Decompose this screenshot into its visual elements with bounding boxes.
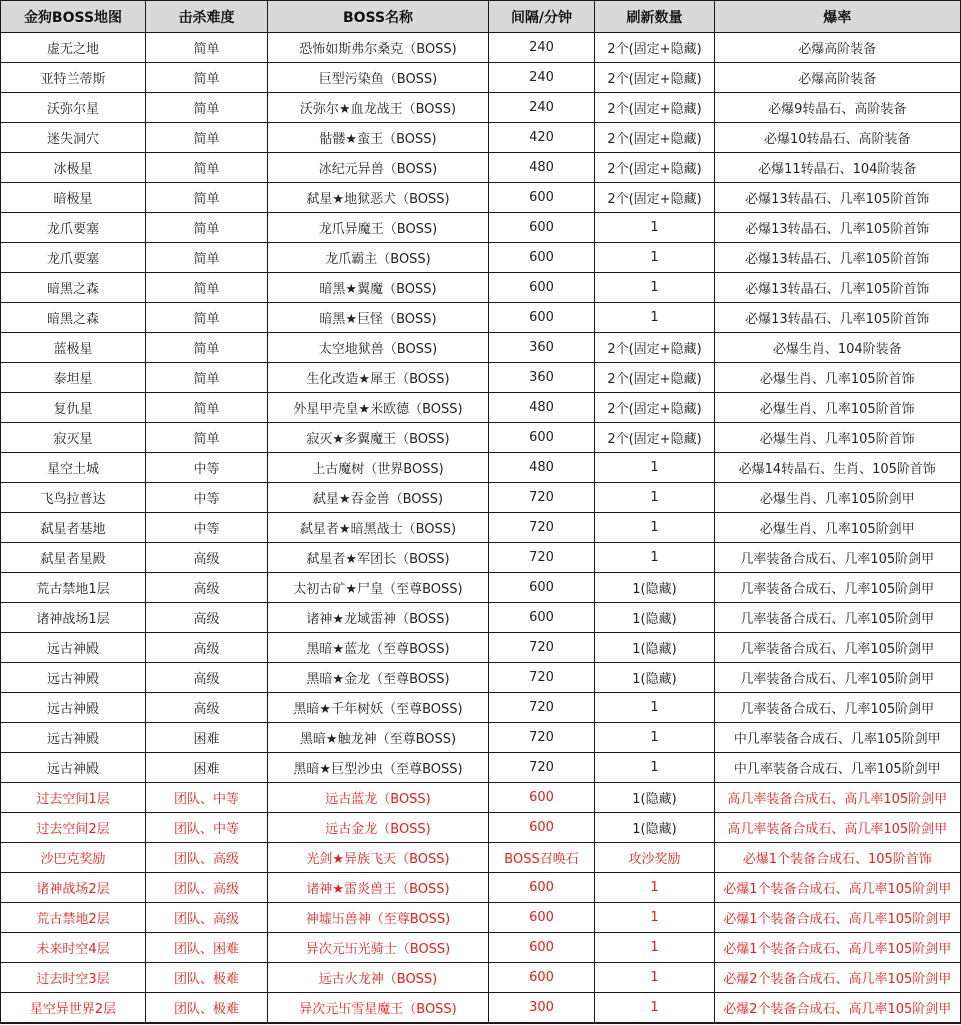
cell-boss-name: 弑星者★暗黑战士（BOSS) (268, 513, 489, 543)
cell-difficulty: 团队、中等 (146, 813, 268, 843)
cell-difficulty: 简单 (146, 393, 268, 423)
cell-refresh-count: 1 (595, 993, 715, 1024)
table-row (1, 453, 961, 483)
cell-map: 远古神殿 (1, 753, 146, 783)
cell-refresh-count: 1 (595, 303, 715, 333)
cell-map: 泰坦星 (1, 363, 146, 393)
cell-drop-rate: 几率装备合成石、几率105阶剑甲 (715, 633, 961, 663)
table-row (1, 393, 961, 423)
cell-boss-name: 光剑★异族飞天（BOSS) (268, 843, 489, 873)
cell-interval: 360 (489, 333, 595, 363)
cell-drop-rate: 必爆1个装备合成石、高几率105阶剑甲 (715, 903, 961, 933)
column-header-difficulty: 击杀难度 (146, 1, 268, 33)
cell-boss-name: 龙爪霸主（BOSS) (268, 243, 489, 273)
cell-refresh-count: 1(隐藏) (595, 783, 715, 813)
cell-boss-name: 沃弥尔★血龙战王（BOSS) (268, 93, 489, 123)
cell-boss-name: 黑暗★巨型沙虫（至尊BOSS) (268, 753, 489, 783)
cell-drop-rate: 必爆9转晶石、高阶装备 (715, 93, 961, 123)
cell-interval: 720 (489, 693, 595, 723)
cell-map: 复仇星 (1, 393, 146, 423)
cell-boss-name: 黑暗★蓝龙（至尊BOSS) (268, 633, 489, 663)
cell-interval: 720 (489, 633, 595, 663)
cell-difficulty: 中等 (146, 453, 268, 483)
cell-refresh-count: 1 (595, 903, 715, 933)
cell-boss-name: 诸神★龙域雷神（BOSS) (268, 603, 489, 633)
cell-difficulty: 简单 (146, 333, 268, 363)
cell-difficulty: 高级 (146, 573, 268, 603)
cell-map: 未来时空4层 (1, 933, 146, 963)
cell-map: 暗黑之森 (1, 303, 146, 333)
cell-drop-rate: 必爆2个装备合成石、高几率105阶剑甲 (715, 963, 961, 993)
cell-drop-rate: 必爆1个装备合成石、高几率105阶剑甲 (715, 933, 961, 963)
cell-difficulty: 高级 (146, 693, 268, 723)
cell-interval: 240 (489, 63, 595, 93)
cell-refresh-count: 2个(固定+隐藏) (595, 333, 715, 363)
cell-difficulty: 团队、高级 (146, 873, 268, 903)
cell-interval: 480 (489, 393, 595, 423)
cell-refresh-count: 攻沙奖励 (595, 843, 715, 873)
table-row (1, 33, 961, 63)
cell-refresh-count: 2个(固定+隐藏) (595, 63, 715, 93)
cell-drop-rate: 必爆2个装备合成石、高几率105阶剑甲 (715, 993, 961, 1024)
cell-refresh-count: 1 (595, 933, 715, 963)
cell-interval: 300 (489, 993, 595, 1024)
column-header-interval: 间隔/分钟 (489, 1, 595, 33)
cell-difficulty: 高级 (146, 543, 268, 573)
cell-drop-rate: 几率装备合成石、几率105阶剑甲 (715, 543, 961, 573)
cell-refresh-count: 1 (595, 513, 715, 543)
cell-difficulty: 团队、困难 (146, 933, 268, 963)
cell-refresh-count: 2个(固定+隐藏) (595, 183, 715, 213)
cell-drop-rate: 必爆10转晶石、高阶装备 (715, 123, 961, 153)
cell-map: 远古神殿 (1, 633, 146, 663)
cell-difficulty: 简单 (146, 93, 268, 123)
cell-boss-name: 弑星★地狱恶犬（BOSS) (268, 183, 489, 213)
cell-map: 迷失洞穴 (1, 123, 146, 153)
cell-drop-rate: 必爆生肖、几率105阶首饰 (715, 393, 961, 423)
table-row (1, 153, 961, 183)
table-row (1, 243, 961, 273)
cell-drop-rate: 必爆13转晶石、几率105阶首饰 (715, 273, 961, 303)
cell-boss-name: 骷髅★蛮王（BOSS) (268, 123, 489, 153)
table-row (1, 783, 961, 813)
cell-map: 荒古禁地2层 (1, 903, 146, 933)
cell-boss-name: 恐怖如斯弗尔桑克（BOSS) (268, 33, 489, 63)
cell-interval: 420 (489, 123, 595, 153)
cell-boss-name: 暗黑★翼魔（BOSS) (268, 273, 489, 303)
table-row (1, 693, 961, 723)
cell-drop-rate: 必爆13转晶石、几率105阶首饰 (715, 183, 961, 213)
cell-boss-name: 异次元卐雪星魔王（BOSS) (268, 993, 489, 1024)
cell-drop-rate: 必爆生肖、104阶装备 (715, 333, 961, 363)
cell-boss-name: 远古蓝龙（BOSS) (268, 783, 489, 813)
cell-interval: 600 (489, 273, 595, 303)
cell-refresh-count: 2个(固定+隐藏) (595, 393, 715, 423)
cell-boss-name: 上古魔树（世界BOSS) (268, 453, 489, 483)
cell-difficulty: 简单 (146, 423, 268, 453)
cell-interval: 600 (489, 933, 595, 963)
cell-map: 龙爪要塞 (1, 243, 146, 273)
table-row (1, 513, 961, 543)
cell-drop-rate: 必爆高阶装备 (715, 33, 961, 63)
table-row (1, 273, 961, 303)
cell-refresh-count: 1(隐藏) (595, 663, 715, 693)
cell-refresh-count: 1 (595, 243, 715, 273)
cell-drop-rate: 必爆13转晶石、几率105阶首饰 (715, 303, 961, 333)
cell-interval: 600 (489, 873, 595, 903)
cell-interval: 720 (489, 723, 595, 753)
cell-difficulty: 困难 (146, 753, 268, 783)
cell-boss-name: 外星甲壳皇★米欧德（BOSS) (268, 393, 489, 423)
cell-refresh-count: 1(隐藏) (595, 633, 715, 663)
cell-map: 星空土城 (1, 453, 146, 483)
cell-drop-rate: 必爆生肖、几率105阶剑甲 (715, 483, 961, 513)
cell-refresh-count: 1 (595, 543, 715, 573)
cell-refresh-count: 2个(固定+隐藏) (595, 123, 715, 153)
cell-difficulty: 简单 (146, 303, 268, 333)
cell-map: 过去时空3层 (1, 963, 146, 993)
cell-refresh-count: 1(隐藏) (595, 813, 715, 843)
table-row (1, 483, 961, 513)
cell-boss-name: 诸神★雷炎兽王（BOSS) (268, 873, 489, 903)
cell-map: 虚无之地 (1, 33, 146, 63)
cell-difficulty: 团队、中等 (146, 783, 268, 813)
cell-interval: 720 (489, 513, 595, 543)
cell-refresh-count: 2个(固定+隐藏) (595, 153, 715, 183)
table-header-row (1, 1, 961, 33)
cell-map: 冰极星 (1, 153, 146, 183)
cell-interval: 240 (489, 33, 595, 63)
cell-interval: 720 (489, 663, 595, 693)
column-header-drop-rate: 爆率 (715, 1, 961, 33)
cell-interval: 600 (489, 423, 595, 453)
table-row (1, 903, 961, 933)
cell-boss-name: 巨型污染鱼（BOSS) (268, 63, 489, 93)
cell-boss-name: 远古火龙神（BOSS) (268, 963, 489, 993)
cell-interval: 720 (489, 483, 595, 513)
cell-map: 暗黑之森 (1, 273, 146, 303)
cell-map: 沙巴克奖励 (1, 843, 146, 873)
cell-map: 龙爪要塞 (1, 213, 146, 243)
table-row (1, 183, 961, 213)
table-row (1, 813, 961, 843)
cell-boss-name: 黑暗★触龙神（至尊BOSS) (268, 723, 489, 753)
cell-drop-rate: 中几率装备合成石、几率105阶剑甲 (715, 723, 961, 753)
cell-difficulty: 中等 (146, 513, 268, 543)
table-row (1, 873, 961, 903)
cell-difficulty: 简单 (146, 153, 268, 183)
cell-refresh-count: 1 (595, 963, 715, 993)
table-row (1, 63, 961, 93)
cell-drop-rate: 高几率装备合成石、高几率105阶剑甲 (715, 813, 961, 843)
column-header-map: 金狗BOSS地图 (1, 1, 146, 33)
cell-difficulty: 团队、极难 (146, 963, 268, 993)
cell-map: 飞鸟拉普达 (1, 483, 146, 513)
column-header-refresh-count: 刷新数量 (595, 1, 715, 33)
cell-map: 远古神殿 (1, 663, 146, 693)
cell-map: 弑星者星殿 (1, 543, 146, 573)
cell-difficulty: 团队、高级 (146, 903, 268, 933)
table-row (1, 123, 961, 153)
cell-boss-name: 暗黑★巨怪（BOSS) (268, 303, 489, 333)
cell-boss-name: 弑星者★军团长（BOSS) (268, 543, 489, 573)
cell-boss-name: 太初古矿★尸皇（至尊BOSS) (268, 573, 489, 603)
cell-map: 远古神殿 (1, 723, 146, 753)
cell-drop-rate: 必爆13转晶石、几率105阶首饰 (715, 243, 961, 273)
cell-refresh-count: 1 (595, 873, 715, 903)
cell-drop-rate: 中几率装备合成石、几率105阶剑甲 (715, 753, 961, 783)
cell-interval: 600 (489, 183, 595, 213)
cell-refresh-count: 2个(固定+隐藏) (595, 93, 715, 123)
table-row (1, 333, 961, 363)
cell-boss-name: 生化改造★犀王（BOSS) (268, 363, 489, 393)
cell-drop-rate: 几率装备合成石、几率105阶剑甲 (715, 693, 961, 723)
cell-refresh-count: 1 (595, 273, 715, 303)
table-row (1, 303, 961, 333)
cell-interval: 600 (489, 603, 595, 633)
cell-refresh-count: 1(隐藏) (595, 573, 715, 603)
table-row (1, 603, 961, 633)
cell-refresh-count: 1(隐藏) (595, 603, 715, 633)
cell-map: 亚特兰蒂斯 (1, 63, 146, 93)
cell-difficulty: 简单 (146, 183, 268, 213)
table-row (1, 573, 961, 603)
cell-interval: 600 (489, 783, 595, 813)
cell-boss-name: 太空地狱兽（BOSS) (268, 333, 489, 363)
cell-map: 荒古禁地1层 (1, 573, 146, 603)
cell-interval: 600 (489, 963, 595, 993)
cell-interval: 240 (489, 93, 595, 123)
table-row (1, 213, 961, 243)
cell-drop-rate: 高几率装备合成石、高几率105阶剑甲 (715, 783, 961, 813)
cell-refresh-count: 1 (595, 453, 715, 483)
column-header-boss-name: BOSS名称 (268, 1, 489, 33)
table-row (1, 93, 961, 123)
cell-refresh-count: 1 (595, 693, 715, 723)
cell-drop-rate: 必爆11转晶石、104阶装备 (715, 153, 961, 183)
table-row (1, 963, 961, 993)
cell-interval: 480 (489, 153, 595, 183)
table-row (1, 723, 961, 753)
cell-difficulty: 中等 (146, 483, 268, 513)
cell-boss-name: 黑暗★金龙（至尊BOSS) (268, 663, 489, 693)
cell-difficulty: 简单 (146, 123, 268, 153)
cell-interval: 720 (489, 753, 595, 783)
cell-interval: 600 (489, 903, 595, 933)
cell-interval: BOSS召唤石 (489, 843, 595, 873)
table-body (1, 33, 961, 1024)
cell-boss-name: 异次元卐光骑士（BOSS) (268, 933, 489, 963)
cell-difficulty: 团队、高级 (146, 843, 268, 873)
cell-drop-rate: 几率装备合成石、几率105阶剑甲 (715, 603, 961, 633)
cell-drop-rate: 必爆14转晶石、生肖、105阶首饰 (715, 453, 961, 483)
cell-boss-name: 黑暗★千年树妖（至尊BOSS) (268, 693, 489, 723)
cell-refresh-count: 1 (595, 483, 715, 513)
table-row (1, 423, 961, 453)
cell-drop-rate: 必爆生肖、几率105阶首饰 (715, 363, 961, 393)
cell-refresh-count: 1 (595, 753, 715, 783)
table-row (1, 843, 961, 873)
cell-interval: 600 (489, 573, 595, 603)
cell-map: 诸神战场1层 (1, 603, 146, 633)
cell-refresh-count: 2个(固定+隐藏) (595, 33, 715, 63)
cell-refresh-count: 1 (595, 723, 715, 753)
table-row (1, 993, 961, 1024)
cell-difficulty: 简单 (146, 63, 268, 93)
cell-drop-rate: 必爆1个装备合成石、105阶首饰 (715, 843, 961, 873)
cell-difficulty: 高级 (146, 603, 268, 633)
cell-map: 弑星者基地 (1, 513, 146, 543)
cell-difficulty: 简单 (146, 243, 268, 273)
cell-difficulty: 高级 (146, 663, 268, 693)
cell-difficulty: 团队、极难 (146, 993, 268, 1024)
cell-map: 远古神殿 (1, 693, 146, 723)
cell-drop-rate: 必爆生肖、几率105阶剑甲 (715, 513, 961, 543)
cell-map: 沃弥尔星 (1, 93, 146, 123)
cell-difficulty: 高级 (146, 633, 268, 663)
cell-interval: 720 (489, 543, 595, 573)
cell-boss-name: 远古金龙（BOSS) (268, 813, 489, 843)
cell-map: 过去空间2层 (1, 813, 146, 843)
cell-map: 星空异世界2层 (1, 993, 146, 1024)
cell-interval: 360 (489, 363, 595, 393)
cell-difficulty: 简单 (146, 213, 268, 243)
table-row (1, 933, 961, 963)
cell-refresh-count: 2个(固定+隐藏) (595, 423, 715, 453)
table-row (1, 753, 961, 783)
cell-drop-rate: 必爆高阶装备 (715, 63, 961, 93)
cell-interval: 600 (489, 303, 595, 333)
cell-boss-name: 冰纪元异兽（BOSS) (268, 153, 489, 183)
cell-interval: 480 (489, 453, 595, 483)
cell-interval: 600 (489, 243, 595, 273)
cell-map: 暗极星 (1, 183, 146, 213)
cell-difficulty: 简单 (146, 363, 268, 393)
cell-difficulty: 简单 (146, 33, 268, 63)
cell-boss-name: 寂灭★多翼魔王（BOSS) (268, 423, 489, 453)
cell-refresh-count: 1 (595, 213, 715, 243)
cell-drop-rate: 必爆生肖、几率105阶首饰 (715, 423, 961, 453)
cell-boss-name: 弑星★吞金兽（BOSS) (268, 483, 489, 513)
table-row (1, 663, 961, 693)
cell-map: 过去空间1层 (1, 783, 146, 813)
table-row (1, 363, 961, 393)
cell-drop-rate: 几率装备合成石、几率105阶剑甲 (715, 573, 961, 603)
table-row (1, 633, 961, 663)
cell-drop-rate: 几率装备合成石、几率105阶剑甲 (715, 663, 961, 693)
cell-boss-name: 龙爪异魔王（BOSS) (268, 213, 489, 243)
cell-map: 诸神战场2层 (1, 873, 146, 903)
table-row (1, 543, 961, 573)
cell-drop-rate: 必爆13转晶石、几率105阶首饰 (715, 213, 961, 243)
cell-interval: 600 (489, 213, 595, 243)
cell-map: 寂灭星 (1, 423, 146, 453)
cell-interval: 600 (489, 813, 595, 843)
cell-difficulty: 困难 (146, 723, 268, 753)
cell-difficulty: 简单 (146, 273, 268, 303)
cell-refresh-count: 2个(固定+隐藏) (595, 363, 715, 393)
cell-drop-rate: 必爆1个装备合成石、高几率105阶剑甲 (715, 873, 961, 903)
cell-map: 蓝极星 (1, 333, 146, 363)
cell-boss-name: 神墟卐兽神（至尊BOSS) (268, 903, 489, 933)
